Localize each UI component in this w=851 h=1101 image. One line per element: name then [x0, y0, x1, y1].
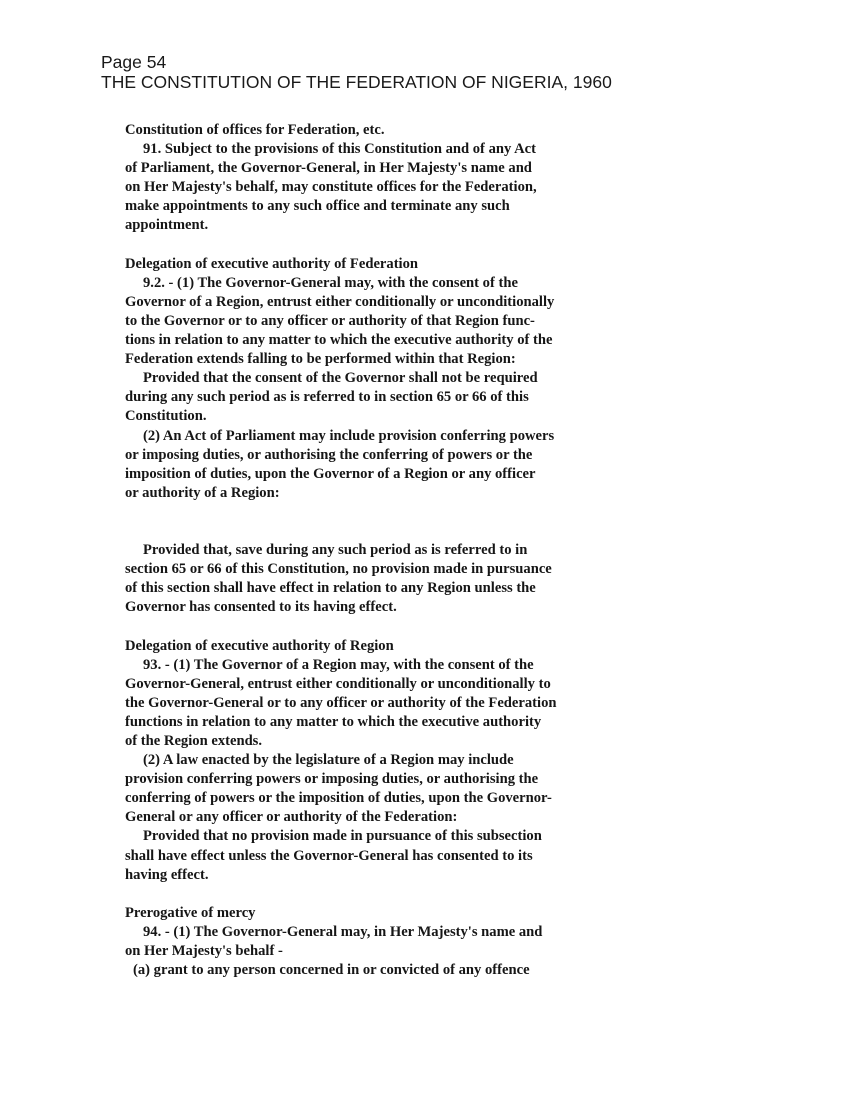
paragraph-gap	[125, 617, 645, 636]
text-line: on Her Majesty's behalf, may constitute offices for the Federation,	[125, 179, 537, 196]
text-line: provision conferring powers or imposing duties, or authorising the	[125, 771, 539, 788]
text-line: the Governor-General or to any officer or authority of the Federation	[125, 694, 557, 711]
text-line: 9.2. - (1) The Governor-General may, with the consent of the	[143, 274, 518, 291]
text-line: conferring of powers or the imposition of duties, upon the Governor-	[125, 790, 552, 807]
paragraph-gap	[125, 885, 645, 904]
section-92	[125, 255, 645, 618]
text-line: Governor has consented to its having effect.	[125, 599, 397, 616]
text-line: of this section shall have effect in relation to any Region unless the	[125, 580, 536, 597]
section-91	[125, 121, 645, 236]
page-number: Page 54	[101, 52, 167, 72]
text-line: imposition of duties, upon the Governor of a Region or any officer	[125, 465, 536, 482]
text-line: Provided that no provision made in pursuance of this subsection	[143, 828, 542, 845]
text-line: having effect.	[125, 866, 209, 883]
section-93	[125, 637, 645, 885]
text-line: Provided that the consent of the Governor shall not be required	[143, 370, 538, 387]
section-heading: Delegation of executive authority of Region	[125, 637, 394, 654]
section-heading: Prerogative of mercy	[125, 904, 256, 921]
text-line: of the Region extends.	[125, 733, 263, 749]
text-line: Governor of a Region, entrust either conditionally or unconditionally	[125, 293, 555, 310]
text-line: appointment.	[125, 217, 209, 234]
section-heading: Constitution of offices for Federation, etc.	[125, 122, 385, 138]
text-line: or authority of a Region:	[125, 484, 280, 501]
document-body	[125, 121, 645, 980]
section-94	[125, 904, 645, 980]
text-line: Federation extends falling to be performed within that Region:	[125, 351, 516, 368]
page-header	[101, 52, 612, 92]
paragraph-gap	[125, 236, 645, 255]
text-line: 94. - (1) The Governor-General may, in Her Majesty's name and	[143, 923, 543, 940]
text-line: on Her Majesty's behalf -	[125, 943, 283, 960]
text-line: 93. - (1) The Governor of a Region may, with the consent of the	[143, 656, 534, 673]
text-line: section 65 or 66 of this Constitution, no provision made in pursuance	[125, 561, 552, 578]
text-line: make appointments to any such office and terminate any such	[125, 198, 510, 215]
text-line: General or any officer or authority of the Federation:	[125, 809, 458, 826]
text-line: tions in relation to any matter to which the executive authority of the	[125, 332, 553, 349]
text-line: functions in relation to any matter to which the executive authority	[125, 713, 542, 730]
text-line: 91. Subject to the provisions of this Constitution and of any Act	[143, 141, 536, 158]
text-line: Governor-General, entrust either conditionally or unconditionally to	[125, 675, 551, 692]
text-line: Provided that, save during any such period as is referred to in	[143, 542, 528, 559]
document-title: THE CONSTITUTION OF THE FEDERATION OF NIGERIA, 1960	[101, 72, 612, 92]
text-line: Constitution.	[125, 408, 207, 425]
text-line: during any such period as is referred to in section 65 or 66 of this	[125, 389, 529, 406]
text-line: (2) A law enacted by the legislature of a Region may include	[143, 752, 514, 769]
text-line: (2) An Act of Parliament may include provision conferring powers	[143, 427, 555, 444]
text-line: of Parliament, the Governor-General, in Her Majesty's name and	[125, 160, 532, 177]
text-line: to the Governor or to any officer or authority of that Region func-	[125, 312, 535, 329]
paragraph-gap	[125, 503, 645, 541]
section-heading: Delegation of executive authority of Federation	[125, 255, 419, 272]
text-line: (a) grant to any person concerned in or convicted of any offence	[133, 962, 530, 979]
text-line: shall have effect unless the Governor-General has consented to its	[125, 847, 533, 864]
text-line: or imposing duties, or authorising the conferring of powers or the	[125, 446, 533, 463]
